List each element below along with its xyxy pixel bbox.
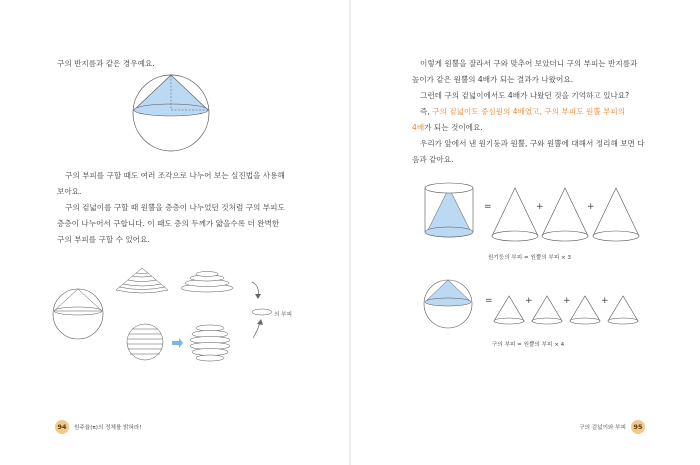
caption-cylinder: 원기둥의 부피 = 원뿔의 부피 × 3 <box>488 255 572 261</box>
flat-disc <box>252 309 272 315</box>
sphere-volume-label: 의 부피 <box>274 312 292 318</box>
striped-sphere <box>127 324 163 360</box>
cylinder-with-cone-diagram <box>422 182 476 240</box>
sphere-slicing-illustration <box>52 268 312 370</box>
cone-c <box>591 186 641 242</box>
right-paragraph-2: 그런데 구의 겉넓이에서도 4배가 나왔던 것을 기억하고 있나요? <box>420 91 630 100</box>
cone-g <box>606 294 640 326</box>
plus-sign-5: + <box>601 296 609 306</box>
plus-sign-2: + <box>587 202 595 212</box>
cone-a <box>490 186 540 242</box>
right-paragraph-1: 이렇게 원뿔을 잘라서 구와 맞추어 보았더니 구의 부피는 반지름과 높이가 같은 원뿔의 4배가 되는 결과가 나왔어요. <box>412 59 638 84</box>
left-paragraph-1: 구의 부피를 구할 때도 여러 조각으로 나누어 보는 실진법을 사용해 보아요. <box>57 171 285 196</box>
left-folio <box>55 420 142 434</box>
sphere-cone-small <box>53 289 103 339</box>
stacked-discs <box>181 272 233 293</box>
cone-e <box>530 294 564 326</box>
plus-sign-3: + <box>525 296 533 306</box>
arrow-right-icon <box>172 338 183 348</box>
case-text: 구의 반지름과 같은 경우예요. <box>57 59 155 68</box>
sphere-with-cone-diagram-right <box>422 278 474 330</box>
page-number-badge-right: 95 <box>631 420 645 434</box>
equals-sign-1: = <box>484 202 492 212</box>
cone-f <box>568 294 602 326</box>
right-folio <box>579 420 645 434</box>
layered-cone <box>116 268 168 293</box>
equals-sign-2: = <box>485 296 493 306</box>
plus-sign-4: + <box>563 296 571 306</box>
cone-d <box>492 294 526 326</box>
right-paragraph-3: 즉, 구의 겉넓이도 중심원의 4배였고, 구의 부피도 원뿔 부피의 4배가 되는 것이에요. <box>412 107 626 132</box>
cone-b <box>540 186 590 242</box>
sliced-sphere <box>190 325 230 361</box>
right-page <box>350 0 700 465</box>
page-number-badge: 94 <box>55 420 69 434</box>
curved-arrow-down-icon <box>252 282 258 296</box>
caption-sphere: 구의 부피 = 원뿔의 부피 × 4 <box>492 342 565 348</box>
running-head-right: 구의 겉넓이와 부피 <box>579 425 626 431</box>
left-paragraph-2: 구의 겉넓이를 구할 때 원뿔을 층층이 나누었던 것처럼 구의 부피도 층층이 나누어서 구합니다. 이 때도 층의 두께가 얇을수록 더 완벽한 구의 부피를 구할 수 있어요. <box>57 203 285 244</box>
curved-arrow-up-icon <box>253 322 260 338</box>
running-head: 원주율(π)의 정체를 밝혀라! <box>74 425 142 431</box>
plus-sign-1: + <box>536 202 544 212</box>
right-paragraph-4: 우리가 앞에서 낸 원기둥과 원뿔, 구와 원뿔에 대해서 정리해 보면 다 음과 같아요. <box>412 139 645 164</box>
sphere-with-cone-diagram <box>130 72 212 154</box>
